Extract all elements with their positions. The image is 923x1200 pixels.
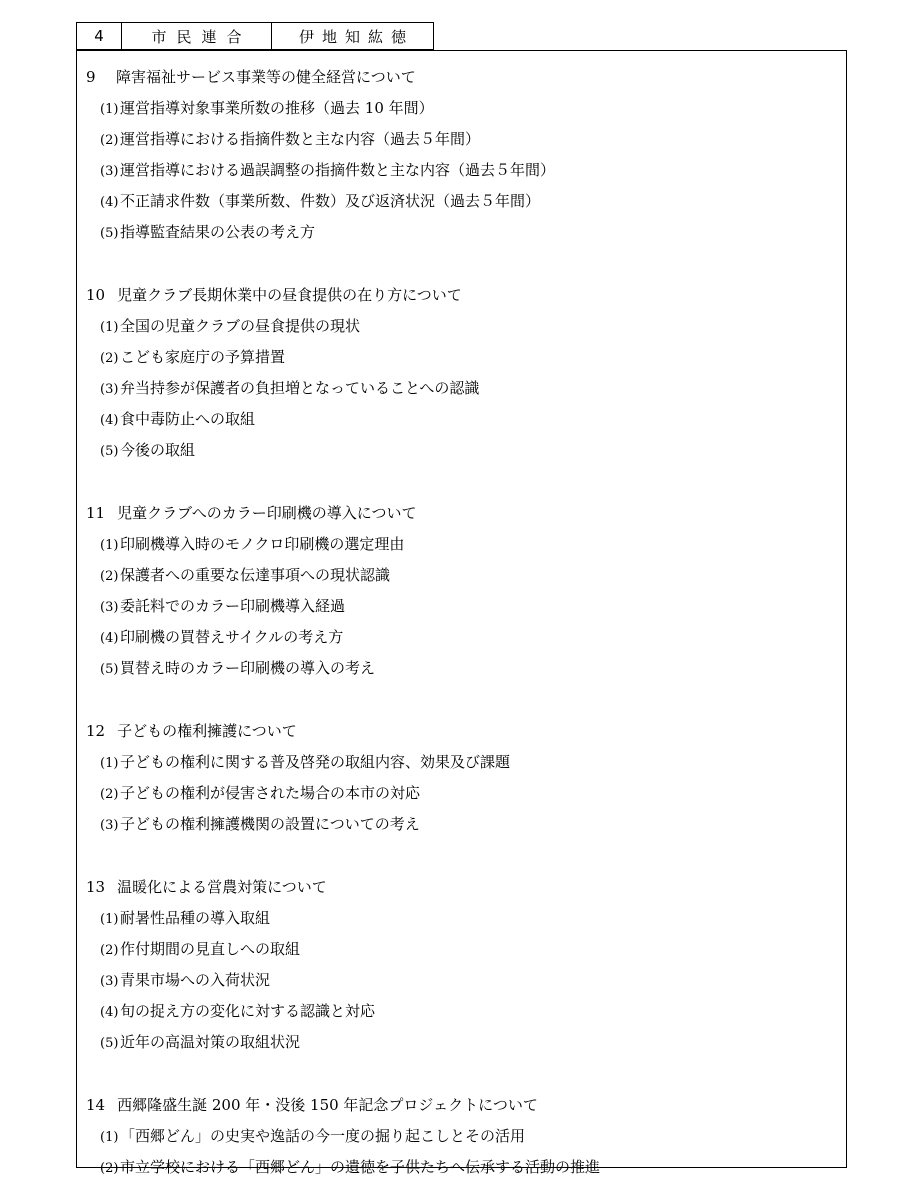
item-marker: (2) bbox=[100, 787, 119, 802]
item-marker: (1) bbox=[100, 102, 119, 117]
item-text: 印刷機導入時のモノクロ印刷機の選定理由 bbox=[120, 535, 405, 553]
item-marker: (3) bbox=[100, 974, 119, 989]
list-item bbox=[86, 93, 836, 124]
list-item bbox=[86, 1121, 836, 1152]
list-item bbox=[86, 903, 836, 934]
item-marker: (1) bbox=[100, 538, 119, 553]
section-title bbox=[86, 280, 836, 311]
item-marker: (3) bbox=[100, 818, 119, 833]
list-item bbox=[86, 934, 836, 965]
item-text: 旬の捉え方の変化に対する認識と対応 bbox=[120, 1002, 376, 1020]
item-text: こども家庭庁の予算措置 bbox=[120, 348, 286, 366]
item-text: 不正請求件数（事業所数、件数）及び返済状況（過去５年間） bbox=[120, 192, 541, 210]
section-number: 11 bbox=[86, 504, 106, 522]
item-marker: (1) bbox=[100, 1130, 119, 1145]
list-item bbox=[86, 435, 836, 466]
section-number: 10 bbox=[86, 286, 106, 304]
item-text: 委託料でのカラー印刷機導入経過 bbox=[120, 597, 346, 615]
list-item bbox=[86, 342, 836, 373]
section-title bbox=[86, 716, 836, 747]
item-marker: (2) bbox=[100, 133, 119, 148]
item-marker: (2) bbox=[100, 569, 119, 584]
section-number: 9 bbox=[86, 68, 96, 86]
list-item bbox=[86, 778, 836, 809]
section-title-text: 西郷隆盛生誕 200 年・没後 150 年記念プロジェクトについて bbox=[117, 1096, 538, 1114]
item-text: 作付期間の見直しへの取組 bbox=[120, 940, 301, 958]
item-text: 保護者への重要な伝達事項への現状認識 bbox=[120, 566, 391, 584]
section-title-text: 子どもの権利擁護について bbox=[117, 722, 297, 740]
item-marker: (5) bbox=[100, 662, 119, 677]
item-marker: (4) bbox=[100, 195, 119, 210]
section-title-text: 児童クラブ長期休業中の昼食提供の在り方について bbox=[117, 286, 462, 304]
item-text: 「西郷どん」の史実や逸話の今一度の掘り起こしとその活用 bbox=[120, 1127, 526, 1145]
item-marker: (4) bbox=[100, 631, 119, 646]
question-number: 4 bbox=[94, 27, 104, 45]
list-item bbox=[86, 747, 836, 778]
section-11 bbox=[86, 498, 836, 684]
party-name: 市民連合 bbox=[121, 23, 271, 49]
item-text: 全国の児童クラブの昼食提供の現状 bbox=[120, 317, 361, 335]
speaker-name: 伊地知紘徳 bbox=[271, 23, 433, 49]
list-item bbox=[86, 311, 836, 342]
header-table bbox=[76, 22, 434, 50]
list-item bbox=[86, 155, 836, 186]
item-text: 子どもの権利擁護機関の設置についての考え bbox=[120, 815, 420, 833]
item-text: 青果市場への入荷状況 bbox=[120, 971, 271, 989]
item-marker: (5) bbox=[100, 1036, 119, 1051]
item-text: 耐暑性品種の導入取組 bbox=[120, 909, 271, 927]
section-title bbox=[86, 872, 836, 903]
item-text: 子どもの権利に関する普及啓発の取組内容、効果及び課題 bbox=[120, 753, 511, 771]
list-item bbox=[86, 124, 836, 155]
item-marker: (5) bbox=[100, 226, 119, 241]
item-text: 近年の高温対策の取組状況 bbox=[120, 1033, 301, 1051]
section-12 bbox=[86, 716, 836, 840]
section-number: 12 bbox=[86, 722, 106, 740]
item-marker: (1) bbox=[100, 320, 119, 335]
section-title bbox=[86, 498, 836, 529]
item-text: 指導監査結果の公表の考え方 bbox=[120, 223, 316, 241]
item-marker: (3) bbox=[100, 164, 119, 179]
item-marker: (2) bbox=[100, 1161, 119, 1176]
section-10 bbox=[86, 280, 836, 466]
section-title-text: 障害福祉サービス事業等の健全経営について bbox=[116, 68, 416, 86]
item-text: 子どもの権利が侵害された場合の本市の対応 bbox=[120, 784, 421, 802]
list-item bbox=[86, 996, 836, 1027]
section-title bbox=[86, 1090, 836, 1121]
list-item bbox=[86, 653, 836, 684]
list-item bbox=[86, 1152, 836, 1183]
item-marker: (1) bbox=[100, 912, 119, 927]
list-item bbox=[86, 217, 836, 248]
list-item bbox=[86, 809, 836, 840]
section-title-text: 児童クラブへのカラー印刷機の導入について bbox=[117, 504, 417, 522]
item-marker: (4) bbox=[100, 1005, 119, 1020]
list-item bbox=[86, 1027, 836, 1058]
list-item bbox=[86, 622, 836, 653]
item-text: 運営指導対象事業所数の推移（過去 10 年間） bbox=[120, 99, 434, 117]
item-text: 運営指導における指摘件数と主な内容（過去５年間） bbox=[120, 130, 481, 148]
item-marker: (4) bbox=[100, 413, 119, 428]
section-title-text: 温暖化による営農対策について bbox=[117, 878, 327, 896]
section-number: 13 bbox=[86, 878, 106, 896]
list-item bbox=[86, 186, 836, 217]
item-marker: (5) bbox=[100, 444, 119, 459]
item-text: 印刷機の買替えサイクルの考え方 bbox=[120, 628, 344, 646]
item-text: 弁当持参が保護者の負担増となっていることへの認識 bbox=[120, 379, 480, 397]
item-marker: (3) bbox=[100, 382, 119, 397]
list-item bbox=[86, 965, 836, 996]
list-item bbox=[86, 591, 836, 622]
section-9 bbox=[86, 62, 836, 248]
section-14 bbox=[86, 1090, 836, 1183]
list-item bbox=[86, 404, 836, 435]
item-marker: (3) bbox=[100, 600, 119, 615]
list-item bbox=[86, 373, 836, 404]
item-marker: (1) bbox=[100, 756, 119, 771]
item-text: 買替え時のカラー印刷機の導入の考え bbox=[120, 659, 376, 677]
list-item bbox=[86, 560, 836, 591]
item-text: 今後の取組 bbox=[120, 441, 196, 459]
item-marker: (2) bbox=[100, 943, 119, 958]
list-item bbox=[86, 529, 836, 560]
question-list bbox=[86, 62, 836, 1183]
section-title bbox=[86, 62, 836, 93]
item-marker: (2) bbox=[100, 351, 119, 366]
item-text: 食中毒防止への取組 bbox=[120, 410, 256, 428]
item-text: 市立学校における「西郷どん」の遺徳を子供たちへ伝承する活動の推進 bbox=[120, 1158, 601, 1176]
section-number: 14 bbox=[86, 1096, 106, 1114]
item-text: 運営指導における過誤調整の指摘件数と主な内容（過去５年間） bbox=[120, 161, 556, 179]
section-13 bbox=[86, 872, 836, 1058]
